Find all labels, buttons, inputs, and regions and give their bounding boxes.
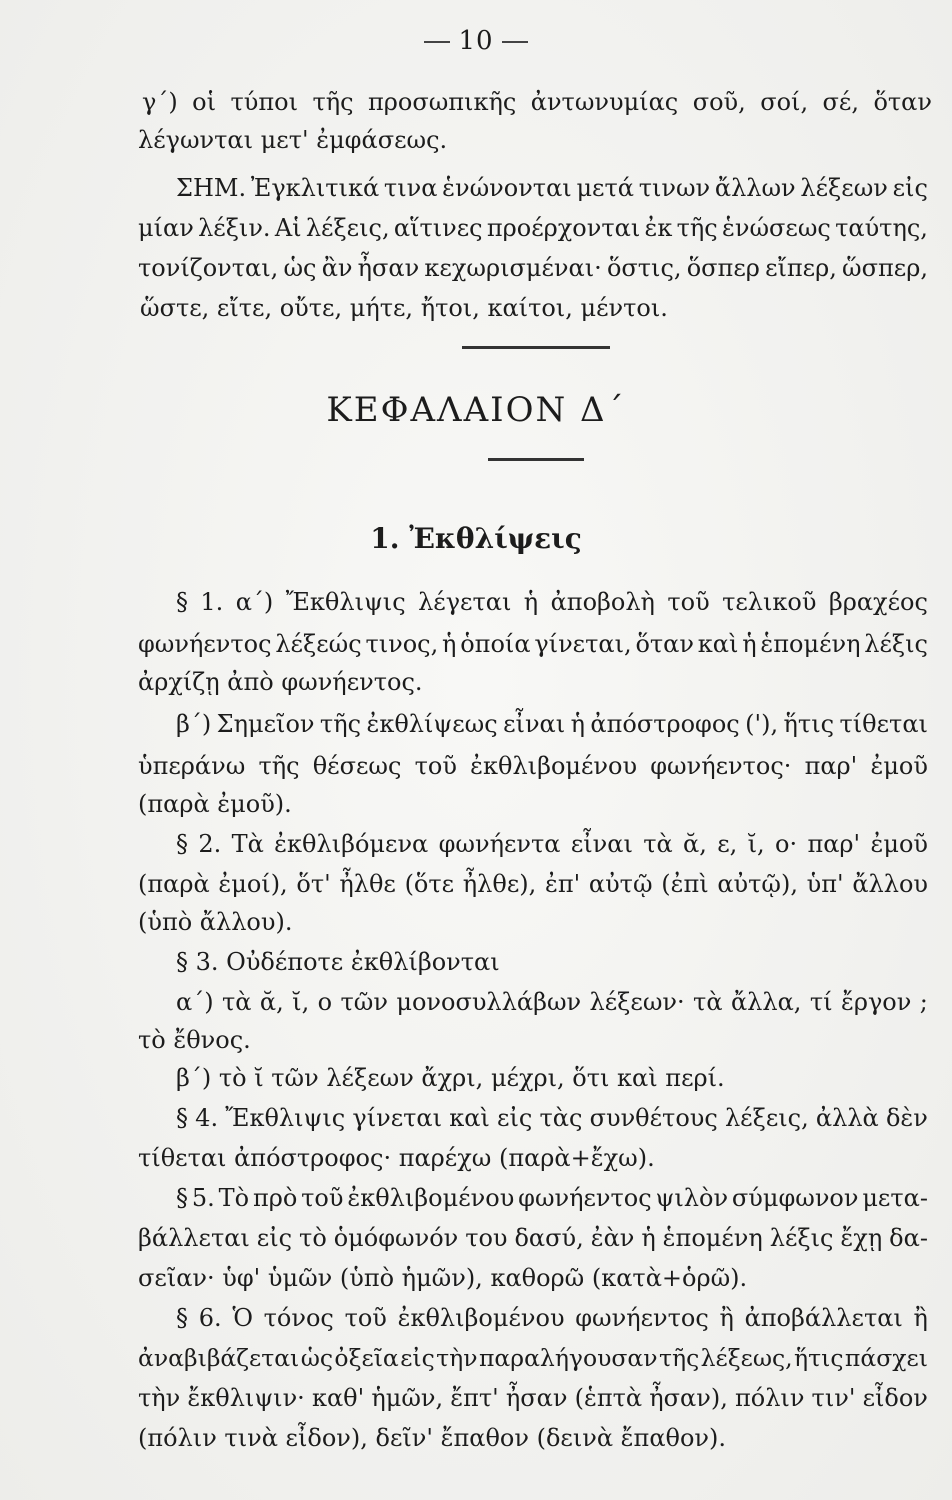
text-line: φωνήεντος λέξεώς τινος, ἡ ὁποία γίνεται, ὅταν καὶ ἡ ἑπομένη λέξις [138, 630, 928, 658]
text-line: γ΄) οἱ τύποι τῆς προσωπικῆς ἀντωνυμίας σοῦ, σοί, σέ, ὅταν [142, 88, 932, 116]
text-line: μίαν λέξιν. Αἱ λέξεις, αἵτινες προέρχονται ἐκ τῆς ἑνώσεως ταύτης, [138, 214, 928, 242]
divider-rule-bottom [488, 458, 584, 461]
text-line: § 5. Τὸ πρὸ τοῦ ἐκθλιβομένου φωνήεντος ψιλὸν σύμφωνον μετα- [176, 1184, 928, 1212]
text-line: (παρὰ ἐμοί), ὅτ' ἦλθε (ὅτε ἦλθε), ἐπ' αὐτῷ (ἐπὶ αὐτῷ), ὑπ' ἄλλου [138, 870, 928, 898]
divider-rule-top [462, 346, 610, 349]
page-number: 10 [458, 26, 494, 56]
text-line: β΄) Σημεῖον τῆς ἐκθλίψεως εἶναι ἡ ἀπόστροφος ('), ἥτις τίθεται [176, 710, 928, 738]
text-line: τὴν ἔκθλιψιν· καθ' ἡμῶν, ἔπτ' ἦσαν (ἑπτὰ ἦσαν), πόλιν τιν' εἶδον [138, 1384, 928, 1412]
page-number-dash-left [424, 41, 450, 43]
text-line: (πόλιν τινὰ εἶδον), δεῖν' ἔπαθον (δεινὰ ἔπαθον). [138, 1424, 726, 1452]
text-line: (παρὰ ἐμοῦ). [138, 790, 292, 818]
chapter-title: ΚΕΦΑΛΑΙΟΝ Δ΄ [326, 390, 626, 430]
text-line: ἀναβιβάζεται ὡς ὀξεῖα εἰς τὴν παραλήγουσαν τῆς λέξεως, ἥτις πάσχει [138, 1344, 928, 1372]
text-line: § 4. Ἔκθλιψις γίνεται καὶ εἰς τὰς συνθέτους λέξεις, ἀλλὰ δὲν [176, 1104, 928, 1132]
text-line: ὥστε, εἴτε, οὔτε, μήτε, ἤτοι, καίτοι, μέντοι. [140, 294, 668, 322]
text-line: § 2. Τὰ ἐκθλιβόμενα φωνήεντα εἶναι τὰ ᾰ, ε, ῐ, ο· παρ' ἐμοῦ [176, 830, 928, 858]
text-line: (ὑπὸ ἄλλου). [138, 908, 293, 936]
section-title: 1. Ἐκθλίψεις [370, 522, 582, 555]
text-line: σεῖαν· ὑφ' ὑμῶν (ὑπὸ ἡμῶν), καθορῶ (κατὰ+ὁρῶ). [138, 1264, 748, 1292]
text-line: τονίζονται, ὡς ἂν ἦσαν κεχωρισμέναι· ὅστις, ὅσπερ εἴπερ, ὥσπερ, [138, 254, 928, 282]
page-number-dash-right [502, 41, 528, 43]
text-line: τὸ ἔθνος. [138, 1026, 251, 1054]
page-number-header [0, 26, 952, 56]
text-line: ὑπεράνω τῆς θέσεως τοῦ ἐκθλιβομένου φωνήεντος· παρ' ἐμοῦ [138, 752, 928, 780]
text-line: β΄) τὸ ῐ τῶν λέξεων ἄχρι, μέχρι, ὅτι καὶ περί. [176, 1064, 725, 1092]
text-line: § 3. Οὐδέποτε ἐκθλίβονται [176, 948, 500, 976]
text-line: § 6. Ὁ τόνος τοῦ ἐκθλιβομένου φωνήεντος ἢ ἀποβάλλεται ἢ [176, 1304, 928, 1332]
text-line: α΄) τὰ ᾰ, ῐ, ο τῶν μονοσυλλάβων λέξεων· τὰ ἄλλα, τί ἔργον ; [176, 988, 928, 1016]
text-line: τίθεται ἀπόστροφος· παρέχω (παρὰ+ἔχω). [138, 1144, 655, 1172]
text-line: ΣΗΜ. Ἐγκλιτικά τινα ἑνώνονται μετά τινων ἄλλων λέξεων εἰς [176, 174, 928, 202]
text-line: § 1. α΄) Ἔκθλιψις λέγεται ἡ ἀποβολὴ τοῦ τελικοῦ βραχέος [176, 588, 928, 616]
text-line: βάλλεται εἰς τὸ ὁμόφωνόν του δασύ, ἐὰν ἡ ἑπομένη λέξις ἔχῃ δα- [138, 1224, 928, 1252]
text-line: ἀρχίζῃ ἀπὸ φωνήεντος. [138, 668, 423, 696]
text-line: λέγωνται μετ' ἐμφάσεως. [138, 126, 448, 154]
